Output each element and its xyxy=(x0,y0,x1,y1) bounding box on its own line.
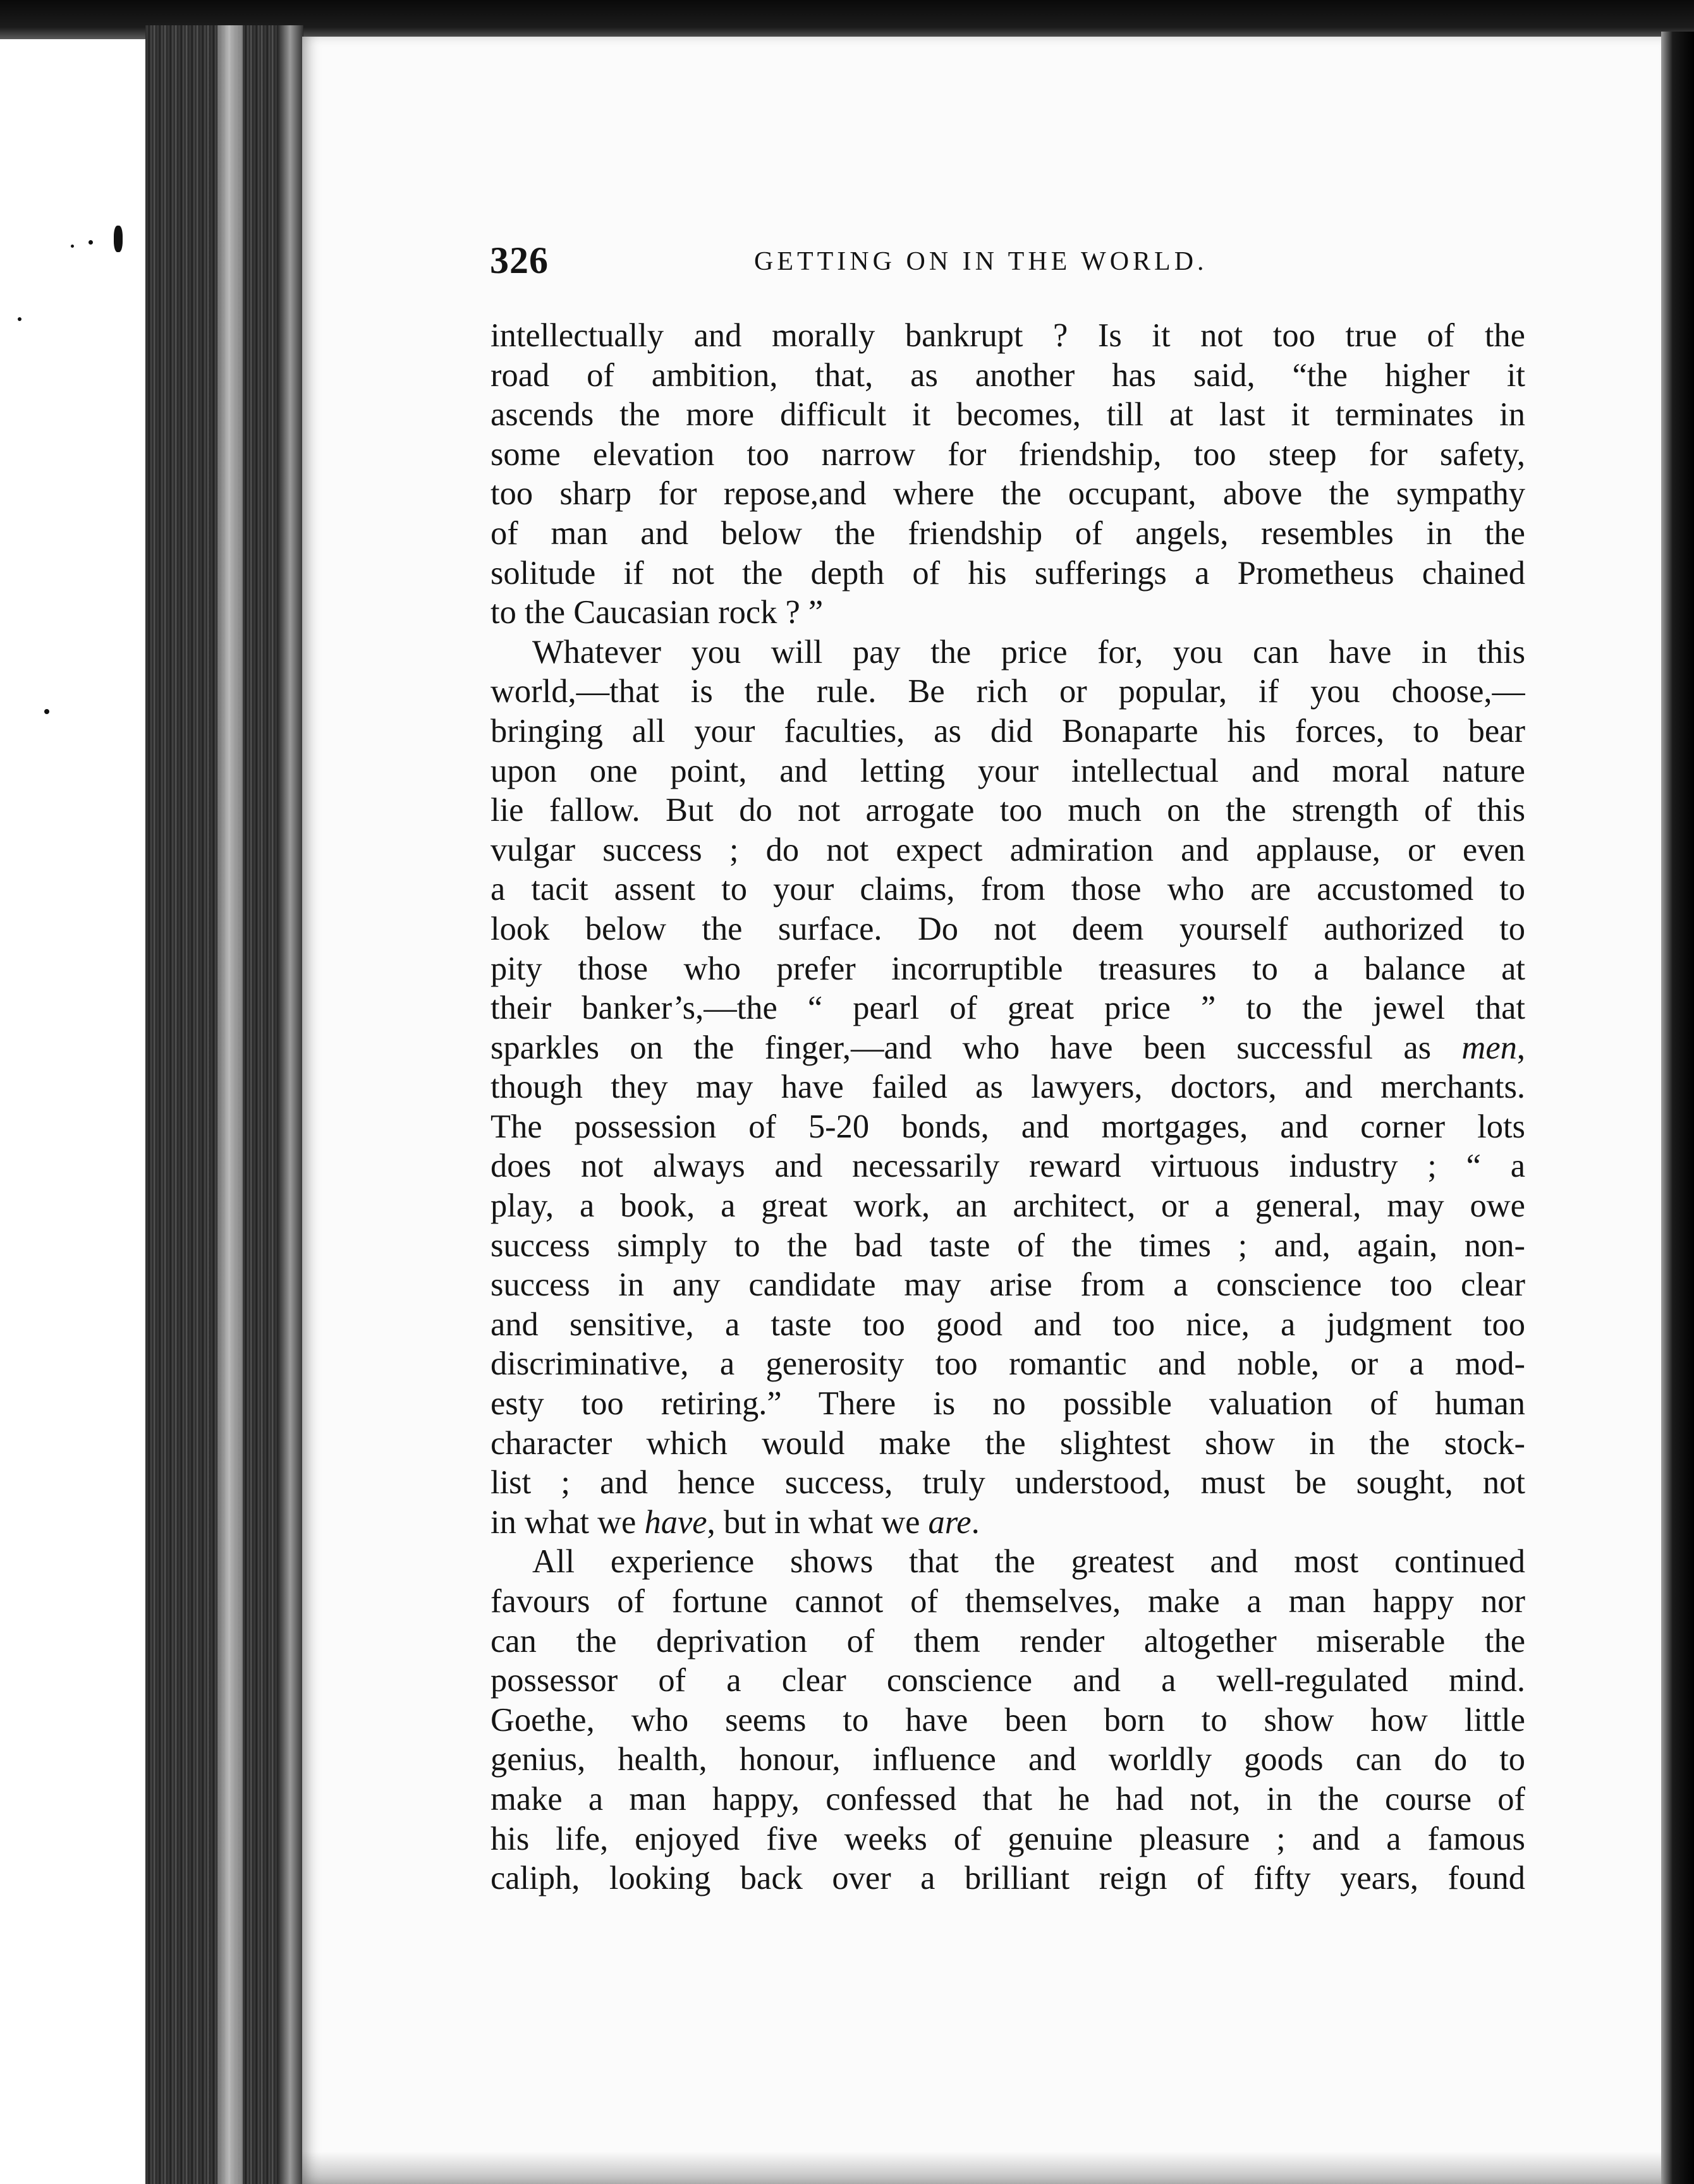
text-line: play, a book, a great work, an architect, or a general, may owe xyxy=(491,1187,1525,1225)
page-edge-highlight xyxy=(217,25,243,2184)
text-line: their banker’s,—the “ pearl of great price ” to the jewel that xyxy=(491,990,1525,1027)
text-line: character which would make the slightest show in the stock- xyxy=(491,1424,1525,1462)
text-line: can the deprivation of them render altogether miserable the xyxy=(491,1622,1525,1659)
text-line: Goethe, who seems to have been born to show how little xyxy=(491,1701,1525,1738)
text-line: of man and below the friendship of angels, resembles in the xyxy=(491,514,1525,552)
text-line: All experience shows that the greatest and most continued xyxy=(532,1543,1525,1580)
text-line: pity those who prefer incorruptible treasures to a balance at xyxy=(491,950,1525,987)
text-line: Whatever you will pay the price for, you can have in this xyxy=(532,633,1525,670)
text-line: upon one point, and letting your intellectual and moral nature xyxy=(491,752,1525,789)
running-head-title: GETTING ON IN THE WORLD. xyxy=(754,247,1208,276)
text-segment: in what we xyxy=(491,1503,645,1541)
text-segment: sparkles on the finger,—and who have been successful as xyxy=(491,1029,1462,1066)
emphasis: have xyxy=(644,1503,707,1541)
text-line: success in any candidate may arise from a conscience too clear xyxy=(491,1266,1525,1304)
text-line: does not always and necessarily reward virtuous industry ; “ a xyxy=(491,1148,1525,1185)
emphasis: are xyxy=(928,1503,972,1541)
text-line: and sensitive, a taste too good and too nice, a judgment too xyxy=(491,1306,1525,1343)
body-text xyxy=(491,316,1525,1898)
speck xyxy=(88,240,93,245)
text-segment: , but in what we xyxy=(707,1503,929,1541)
bottom-shadow xyxy=(302,2152,1661,2184)
text-line: a tacit assent to your claims, from those who are accustomed to xyxy=(491,871,1525,908)
text-line: esty too retiring.” There is no possible valuation of human xyxy=(491,1385,1525,1423)
text-line: favours of fortune cannot of themselves, make a man happy nor xyxy=(491,1583,1525,1620)
facing-page-edge xyxy=(1661,32,1694,2184)
text-line: vulgar success ; do not expect admiration and applause, or even xyxy=(491,831,1525,868)
text-line: though they may have failed as lawyers, doctors, and merchants. xyxy=(491,1069,1525,1106)
text-line: his life, enjoyed five weeks of genuine pleasure ; and a famous xyxy=(491,1820,1525,1857)
page-number: 326 xyxy=(490,240,549,281)
text-line: lie fallow. But do not arrogate too much on the strength of this xyxy=(491,792,1525,829)
text-line: The possession of 5-20 bonds, and mortgages, and corner lots xyxy=(491,1108,1525,1145)
text-line: to the Caucasian rock ? ” xyxy=(491,594,824,631)
text-line: too sharp for repose,and where the occupant, above the sympathy xyxy=(491,475,1525,513)
text-line xyxy=(491,1503,1525,1543)
text-segment: , xyxy=(1516,1029,1525,1066)
text-line: solitude if not the depth of his sufferings a Prometheus chained xyxy=(491,554,1525,592)
speck xyxy=(114,226,123,252)
text-line: possessor of a clear conscience and a well-regulated mind. xyxy=(491,1662,1525,1699)
text-line: list ; and hence success, truly understood, must be sought, not xyxy=(491,1464,1525,1502)
speck xyxy=(71,245,74,248)
text-line: discriminative, a generosity too romantic and noble, or a mod- xyxy=(491,1345,1525,1383)
text-line: road of ambition, that, as another has said, “the higher it xyxy=(491,356,1525,394)
speck xyxy=(44,709,49,714)
running-head xyxy=(490,239,1526,283)
emphasis: men xyxy=(1461,1029,1517,1066)
text-line: look below the surface. Do not deem yourself authorized to xyxy=(491,910,1525,947)
text-line: ascends the more difficult it becomes, till at last it terminates in xyxy=(491,396,1525,434)
text-line: caliph, looking back over a brilliant reign of fifty years, found xyxy=(491,1860,1525,1897)
text-line: world,—that is the rule. Be rich or popular, if you choose,— xyxy=(491,673,1525,710)
text-line: some elevation too narrow for friendship, too steep for safety, xyxy=(491,435,1525,473)
page-edge-shadow xyxy=(278,25,302,2184)
speck xyxy=(18,317,21,321)
text-line: success simply to the bad taste of the times ; and, again, non- xyxy=(491,1227,1525,1264)
text-line: bringing all your faculties, as did Bonaparte his forces, to bear xyxy=(491,712,1525,749)
text-line: intellectually and morally bankrupt ? Is it not too true of the xyxy=(491,317,1525,354)
left-margin xyxy=(0,39,145,2184)
text-line: genius, health, honour, influence and worldly goods can do to xyxy=(491,1741,1525,1778)
text-segment: . xyxy=(971,1503,980,1541)
text-line xyxy=(491,1028,1525,1068)
text-line: make a man happy, confessed that he had not, in the course of xyxy=(491,1780,1525,1817)
